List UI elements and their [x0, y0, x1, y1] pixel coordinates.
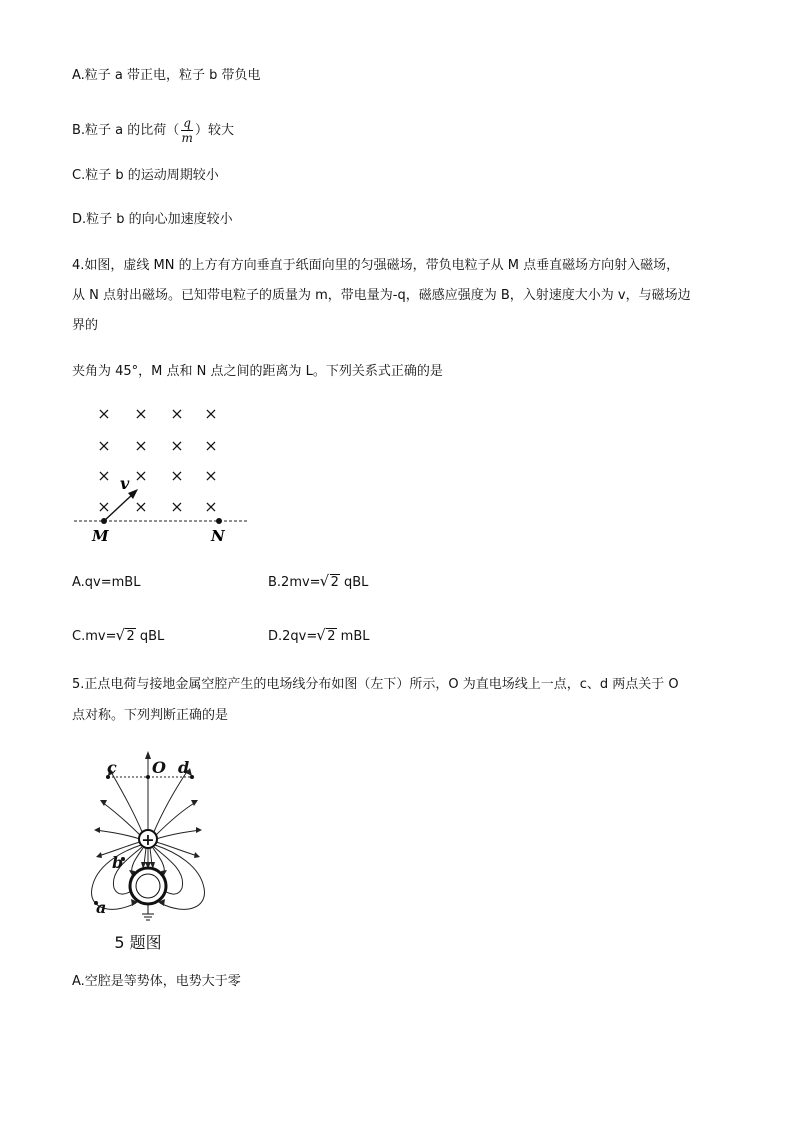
- q4-option-d-prefix: D.2qv=: [268, 629, 318, 644]
- field-cross: ×: [134, 497, 148, 516]
- q5-electric-field-figure: [80, 748, 220, 958]
- radicand: 2: [327, 629, 336, 644]
- figure-caption: 5 题图: [114, 933, 162, 952]
- field-line: [153, 770, 188, 834]
- field-cross: ×: [170, 466, 184, 485]
- q4-option-d: [268, 628, 370, 646]
- q4-option-c: [72, 628, 164, 646]
- q4-stem-line-3: 界的: [72, 318, 99, 333]
- point-m-dot: [101, 518, 107, 524]
- q4-stem-line-1: 4.如图，虚线 MN 的上方有方向垂直于纸面向里的匀强磁场，带负电粒子从 M 点垂直磁场方向射入磁场，: [72, 258, 680, 273]
- arrowhead: [94, 827, 100, 833]
- field-line: [110, 770, 143, 834]
- label-c: c: [107, 758, 117, 777]
- square-root: [317, 628, 336, 646]
- label-v: v: [120, 474, 130, 493]
- q3-option-a: A.粒子 a 带正电，粒子 b 带负电: [72, 68, 261, 83]
- q5-figure-svg: [80, 748, 220, 958]
- q3-option-d: D.粒子 b 的向心加速度较小: [72, 212, 233, 227]
- q4-option-d-suffix: mBL: [336, 629, 370, 644]
- label-a: a: [96, 898, 107, 917]
- charge-mass-ratio: [181, 116, 193, 145]
- label-b: b: [112, 853, 124, 872]
- q3-option-b-prefix: B.粒子 a 的比荷（: [72, 123, 180, 138]
- q5-stem-line-2: 点对称。下列判断正确的是: [72, 708, 229, 723]
- label-o: O: [152, 758, 166, 777]
- q4-option-c-suffix: qBL: [135, 629, 165, 644]
- metal-cavity-inner: [136, 874, 160, 898]
- field-cross: ×: [97, 497, 111, 516]
- label-d: d: [178, 758, 190, 777]
- q5-option-a: A.空腔是等势体，电势大于零: [72, 974, 241, 989]
- point-n-dot: [216, 518, 222, 524]
- field-cross: ×: [170, 404, 184, 423]
- field-line: [156, 830, 200, 839]
- arrowhead: [194, 852, 200, 858]
- field-cross: ×: [204, 466, 218, 485]
- q4-option-b-prefix: B.2mv=: [268, 575, 321, 590]
- arrowhead: [196, 827, 202, 833]
- field-cross: ×: [97, 404, 111, 423]
- field-cross: ×: [204, 404, 218, 423]
- q3-option-b: [72, 116, 234, 145]
- q5-stem-line-1: 5.正点电荷与接地金属空腔产生的电场线分布如图（左下）所示，O 为直电场线上一点，c、d 两点关于 O: [72, 677, 679, 692]
- field-cross: ×: [204, 497, 218, 516]
- field-crosses: [97, 404, 217, 516]
- q4-option-b: [268, 574, 368, 592]
- q4-stem-line-2: 从 N 点射出磁场。已知带电粒子的质量为 m，带电量为-q，磁感应强度为 B，入射速度大小为 v，与磁场边: [72, 288, 691, 303]
- positive-charge-symbol: +: [141, 830, 155, 849]
- q4-stem-line-4: 夹角为 45°，M 点和 N 点之间的距离为 L。下列关系式正确的是: [72, 364, 443, 379]
- field-cross: ×: [204, 436, 218, 455]
- field-cross: ×: [170, 436, 184, 455]
- q4-magnetic-field-figure: [72, 400, 252, 550]
- point-d-dot: [190, 775, 194, 779]
- radicand: 2: [126, 629, 135, 644]
- label-n: N: [211, 527, 225, 545]
- arrowhead: [145, 751, 151, 759]
- square-root: [321, 574, 340, 592]
- arrowhead: [191, 800, 198, 806]
- field-cross: ×: [134, 466, 148, 485]
- field-cross: ×: [134, 404, 148, 423]
- field-line: [155, 802, 196, 836]
- point-o-dot: [146, 775, 150, 779]
- field-line: [102, 802, 141, 836]
- field-line: [96, 830, 140, 839]
- field-cross: ×: [170, 497, 184, 516]
- q4-option-a: A.qv=mBL: [72, 575, 141, 590]
- square-root: [116, 628, 135, 646]
- q4-option-b-suffix: qBL: [339, 575, 369, 590]
- label-m: M: [92, 527, 109, 545]
- fraction-numerator: q: [183, 116, 191, 130]
- arrowhead: [96, 852, 102, 858]
- q4-figure-svg: [72, 400, 252, 550]
- q3-option-b-suffix: ）较大: [194, 123, 234, 138]
- field-cross: ×: [97, 466, 111, 485]
- q3-option-c: C.粒子 b 的运动周期较小: [72, 168, 219, 183]
- field-cross: ×: [134, 436, 148, 455]
- fraction-denominator: m: [181, 131, 193, 145]
- radicand: 2: [330, 575, 339, 590]
- field-cross: ×: [97, 436, 111, 455]
- q4-option-c-prefix: C.mv=: [72, 629, 117, 644]
